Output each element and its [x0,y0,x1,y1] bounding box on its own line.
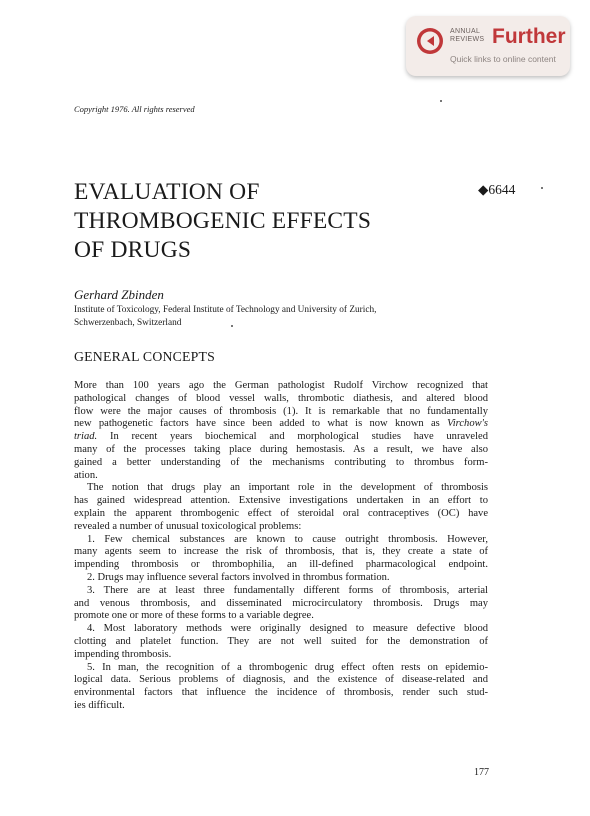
body-line: The notion that drugs play an important role in the development of thrombosis [87,482,488,494]
scan-speck [231,325,233,327]
annual-reviews-logo-icon [416,27,444,55]
body-line: many agents seem to increase the risk of thrombosis, that is, they create a state of [74,546,488,558]
body-line: ies difficult. [74,699,125,711]
body-line: 2. Drugs may influence several factors involved in thrombus formation. [87,571,390,583]
page-number: 177 [474,767,489,778]
italic-term: triad. [74,431,98,443]
author-affiliation [74,304,514,329]
copyright-notice: Copyright 1976. All rights reserved [74,104,195,114]
body-text [74,380,488,713]
body-text-span: new pathogenetic factors have since been added to what is now known as [74,418,440,430]
badge-annual-label: ANNUAL [450,28,481,35]
body-line: revealed a number of unusual toxicological problems: [74,520,302,532]
italic-term: Virchow's [447,418,488,430]
body-line: environmental factors that influence the incidence of thrombosis, render such stud- [74,687,488,699]
article-code: ◆6644 [478,182,516,197]
further-badge[interactable] [406,16,570,76]
body-line: and venous thrombosis, and disseminated microcirculatory thrombosis. Drugs may [74,597,488,609]
scan-speck [541,187,543,189]
body-line: explain the apparent thrombogenic effect of steroidal oral contraceptives (OC) have [74,507,488,519]
badge-further-label[interactable]: Further [492,25,566,48]
body-line: More than 100 years ago the German pathologist Rudolf Virchow recognized that [74,380,488,391]
body-line: has gained widespread attention. Extensive investigations undertaken in an effort to [74,495,488,507]
body-line: impending thrombosis or thrombophilia, an ill-defined pharmacological endpoint. [74,559,488,571]
badge-subtitle[interactable]: Quick links to online content [450,54,556,64]
affiliation-line: Institute of Toxicology, Federal Institute of Technology and University of Zurich, [74,305,377,315]
affiliation-line: Schwerzenbach, Switzerland [74,317,182,328]
body-line: logical data. Serious problems of diagnosis, and the existence of disease-related and [74,674,488,686]
badge-reviews-label: REVIEWS [450,36,485,43]
author-name: Gerhard Zbinden [74,287,164,302]
article-title [74,178,371,265]
body-line: 4. Most laboratory methods were originally designed to measure defective blood [87,623,488,635]
body-line [74,431,488,444]
body-line: promote one or more of these forms to a variable degree. [74,610,314,622]
body-line: flow were the major causes of thrombosis (1). It is remarkable that no fundamentally [74,405,488,417]
body-line: 5. In man, the recognition of a thrombogenic drug effect often rests on epidemio- [87,661,488,673]
title-line: EVALUATION OF [74,179,260,205]
body-line: many of the processes taking place during hemostasis. As a result, we have also [74,443,488,455]
body-line: pathological changes of blood vessel walls, thrombotic diathesis, and altered blood [74,392,488,404]
body-line: gained a better understanding of the mechanisms contributing to thrombus form- [74,456,488,468]
body-line: 3. There are at least three fundamentally different forms of thrombosis, arterial [87,584,488,596]
title-line: OF DRUGS [74,237,192,263]
body-line: clotting and platelet function. They are not well suited for the demonstration of [74,635,488,647]
scan-speck [440,100,442,102]
body-line [74,418,488,431]
body-line: ation. [74,469,98,481]
section-heading: GENERAL CONCEPTS [74,349,216,364]
title-line: THROMBOGENIC EFFECTS [74,208,372,234]
body-line: 1. Few chemical substances are known to cause outright thrombosis. However, [87,533,488,545]
body-text-span: In recent years biochemical and morphological studies have unraveled [109,431,488,443]
body-line: impending thrombosis. [74,648,172,660]
